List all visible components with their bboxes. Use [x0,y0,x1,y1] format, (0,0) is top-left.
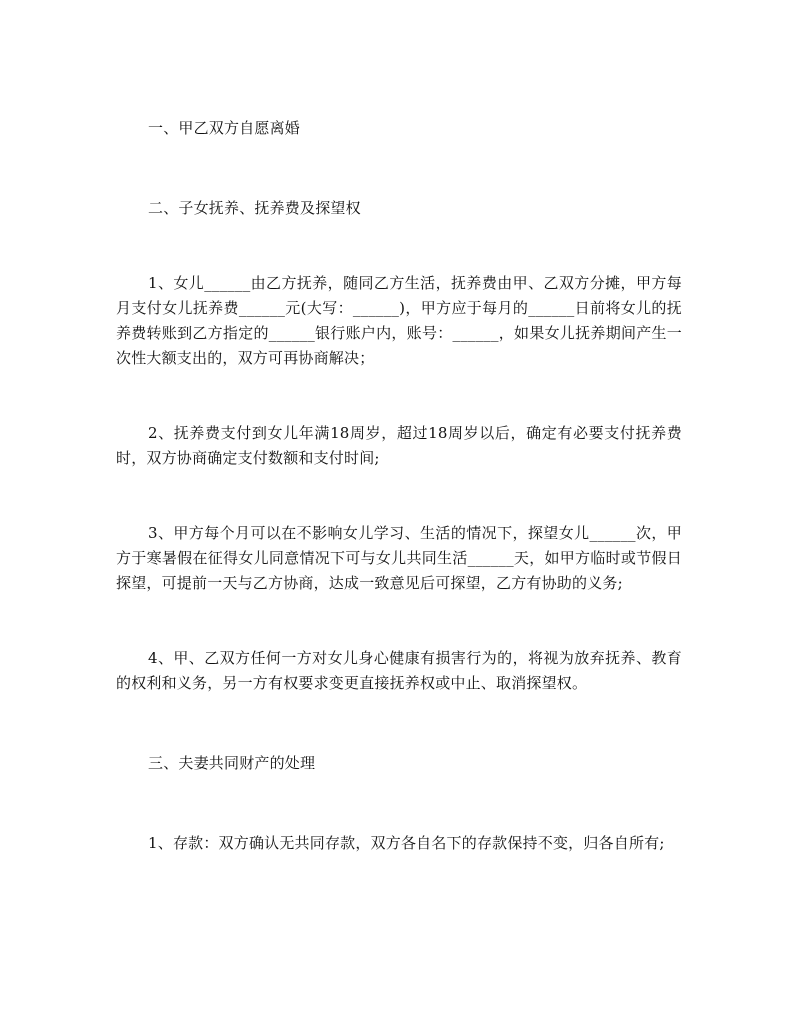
section-heading-child-custody: 二、子女抚养、抚养费及探望权 [148,199,361,217]
paragraph-support-duration: 2、抚养费支付到女儿年满18周岁，超过18周岁以后，确定有必要支付抚养费时，双方协商确定支付数额和支付时间; [116,424,682,467]
paragraph-child-support-payment: 1、女儿______由乙方抚养，随同乙方生活，抚养费由甲、乙双方分摊，甲方每月支付女儿抚养费______元(大写：______)，甲方应于每月的______日前将女儿的抚养费转账到乙方指定的______银行账户内，账号：______，如果女儿抚养期间产生一次性大额支出的，双方可再协商解决； [116,274,682,367]
section-heading-joint-property: 三、夫妻共同财产的处理 [148,754,316,772]
section-heading-divorce: 一、甲乙双方自愿离婚 [148,119,301,137]
paragraph-visitation-rights: 3、甲方每个月可以在不影响女儿学习、生活的情况下，探望女儿______次，甲方于寒暑假在征得女儿同意情况下可与女儿共同生活______天，如甲方临时或节假日探望，可提前一天与乙方协商，达成一致意见后可探望，乙方有协助的义务; [116,524,682,592]
paragraph-custody-change: 4、甲、乙双方任何一方对女儿身心健康有损害行为的，将视为放弃抚养、教育的权利和义务，另一方有权要求变更直接抚养权或中止、取消探望权。 [116,649,682,692]
paragraph-savings: 1、存款：双方确认无共同存款，双方各自名下的存款保持不变，归各自所有; [148,834,665,852]
